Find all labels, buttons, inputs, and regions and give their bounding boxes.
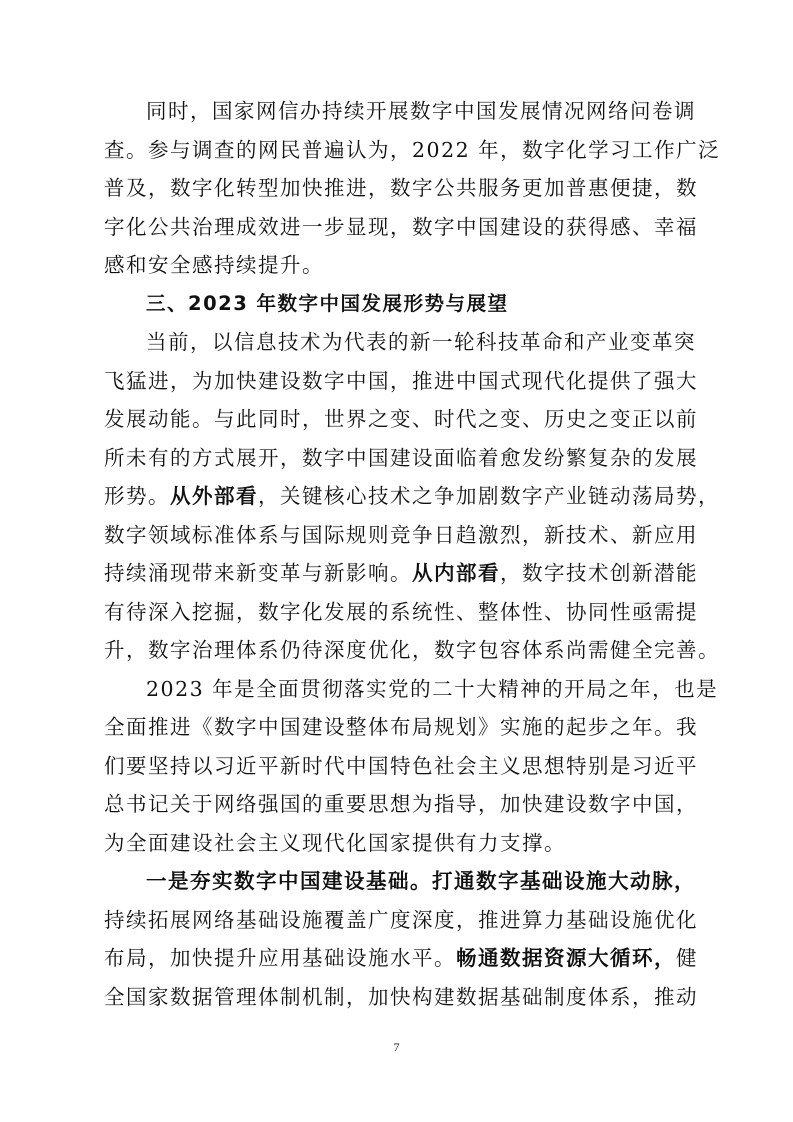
text-line: 持续拓展网络基础设施覆盖广度深度，推进算力基础设施优化 <box>104 907 698 932</box>
bold-phrase-data-cycle: 畅通数据资源大循环， <box>456 946 676 970</box>
text-line: 为全面建设社会主义现代化国家提供有力支撑。 <box>104 830 566 855</box>
paragraph-2023-outlook <box>104 670 719 863</box>
text-line: 全国家数据管理体制机制，加快构建数据基础制度体系，推动 <box>104 984 698 1009</box>
bold-phrase-internal: 从内部看 <box>412 561 500 585</box>
text-line: 查。参与调查的网民普遍认为，2022 年，数字化学习工作广泛 <box>104 137 721 162</box>
text-line: 所未有的方式展开，数字中国建设面临着愈发纷繁复杂的发展 <box>104 445 698 470</box>
text-line: 升，数字治理体系仍待深度优化，数字包容体系尚需健全完善。 <box>104 638 720 662</box>
text-run: 布局，加快提升应用基础设施水平。 <box>104 946 456 970</box>
text-line <box>104 554 698 593</box>
text-line: 飞猛进，为加快建设数字中国，推进中国式现代化提供了强大 <box>104 368 698 393</box>
bold-phrase-external: 从外部看 <box>170 484 258 508</box>
paragraph-survey <box>104 92 721 285</box>
text-line: 感和安全感持续提升。 <box>104 253 324 277</box>
text-line: 同时，国家网信办持续开展数字中国发展情况网络问卷调 <box>146 99 696 123</box>
text-run: 形势。 <box>104 484 170 508</box>
text-run: ，关键核心技术之争加剧数字产业链动荡局势， <box>258 484 720 508</box>
text-line <box>104 862 696 901</box>
text-line <box>104 477 720 516</box>
section-heading <box>104 285 690 324</box>
text-line: 有待深入挖掘，数字化发展的系统性、整体性、协同性亟需提 <box>104 599 698 624</box>
text-run: 健 <box>676 946 698 970</box>
text-line: 字化公共治理成效进一步显现，数字中国建设的获得感、幸福 <box>104 214 698 239</box>
text-run: ，数字技术创新潜能 <box>500 561 698 585</box>
paragraph-situation <box>104 323 720 670</box>
paragraph-foundation <box>104 862 698 1016</box>
text-line <box>104 939 698 978</box>
text-line: 们要坚持以习近平新时代中国特色社会主义思想特别是习近平 <box>104 753 698 778</box>
document-body <box>104 92 721 1016</box>
text-line: 总书记关于网络强国的重要思想为指导，加快建设数字中国， <box>104 792 698 816</box>
text-line: 全面推进《数字中国建设整体布局规划》实施的起步之年。我 <box>104 715 698 739</box>
bold-phrase-foundation: 一是夯实数字中国建设基础。打通数字基础设施大动脉， <box>146 869 696 893</box>
text-line: 数字领域标准体系与国际规则竞争日趋激烈，新技术、新应用 <box>104 522 698 547</box>
page-number: 7 <box>393 1040 400 1054</box>
text-line: 2023 年是全面贯彻落实党的二十大精神的开局之年，也是 <box>146 676 719 701</box>
text-line: 普及，数字化转型加快推进，数字公共服务更加普惠便捷，数 <box>104 176 698 200</box>
text-line: 发展动能。与此同时，世界之变、时代之变、历史之变正以前 <box>104 407 698 431</box>
heading-text: 三、2023 年数字中国发展形势与展望 <box>146 291 509 315</box>
text-run: 持续涌现带来新变革与新影响。 <box>104 561 412 585</box>
text-line: 当前，以信息技术为代表的新一轮科技革命和产业变革突 <box>146 330 696 354</box>
